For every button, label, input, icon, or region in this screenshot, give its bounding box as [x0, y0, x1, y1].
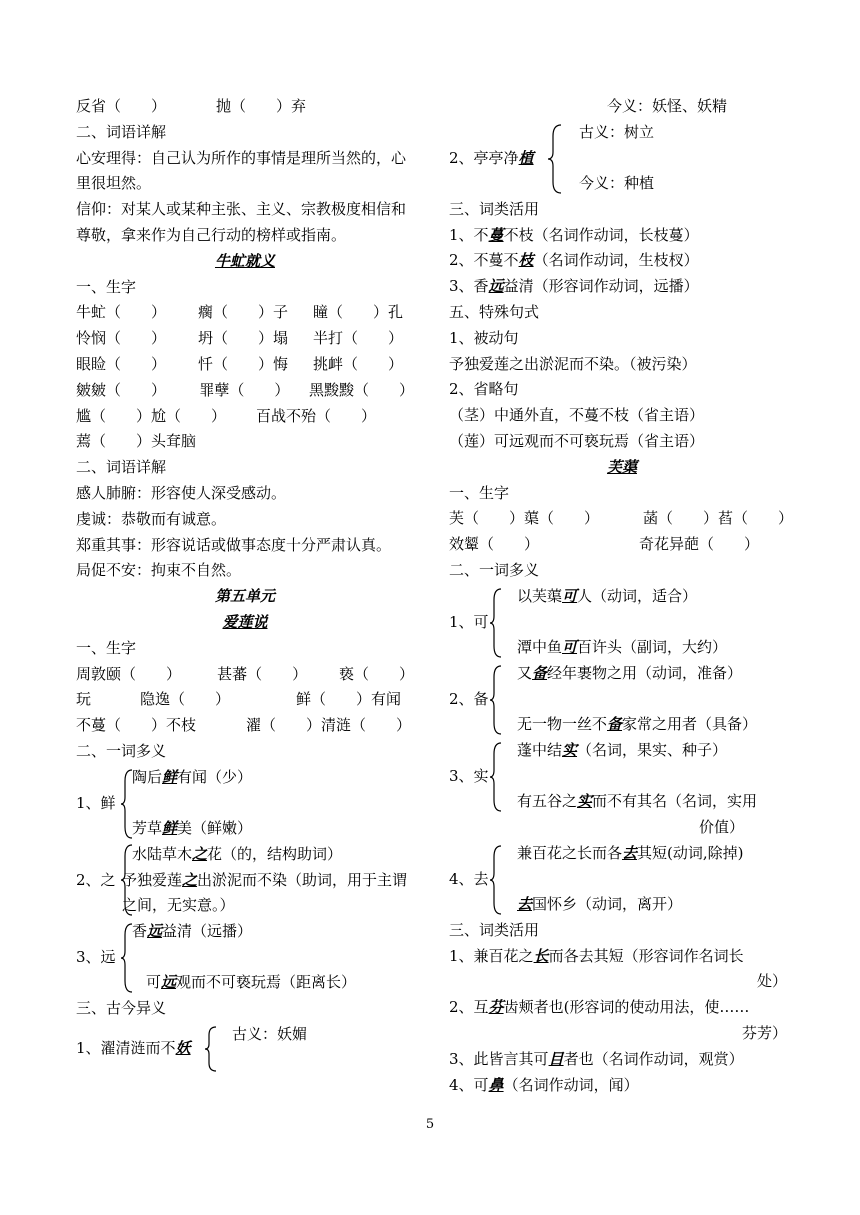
section-heading: 三、词类活用: [449, 199, 540, 218]
polysemy-example-cont: 价值）: [699, 818, 745, 837]
section-heading: 一、生字: [449, 483, 510, 502]
section-heading: 二、词语详解: [76, 122, 167, 141]
polysemy-example: 陶后鲜有闻（少）: [132, 767, 253, 786]
vocab-item: 黑黢黢（ ）: [308, 380, 414, 399]
ancient-modern-group: [449, 120, 795, 197]
vocab-item: 尴（ ）尬（ ）: [76, 406, 227, 425]
vocab-item: 隐逸（ ）: [140, 690, 231, 709]
subheading: 1、被动句: [449, 328, 519, 347]
section-heading: 一、生字: [76, 277, 137, 296]
vocab-row: [76, 713, 414, 739]
polysemy-example: 可远观而不可亵玩焉（距离长）: [146, 973, 357, 992]
polysemy-group: [449, 584, 795, 661]
example-sentence: 予独爱莲之出淤泥而不染。（被污染）: [449, 354, 697, 373]
polysemy-example: 蓬中结实（名词，果实、种子）: [517, 740, 728, 759]
vocab-item: 瘸（ ）子: [198, 303, 289, 322]
vocab-item: 甚蕃（ ）: [217, 664, 308, 683]
polysemy-label: 3、远: [76, 947, 116, 966]
vocab-row: [76, 94, 414, 120]
vocab-row: [76, 352, 414, 378]
polysemy-label: 3、实: [449, 766, 489, 785]
left-column: [76, 94, 414, 1074]
polysemy-group: [76, 765, 414, 842]
modern-meaning: 今义：妖怪、妖精: [607, 97, 728, 115]
brace-icon: [489, 742, 503, 812]
vocab-item: 濯（ ）清涟（ ）: [246, 716, 412, 735]
vocab-item: 怜悯（ ）: [76, 329, 167, 348]
usage-item: 3、此皆言其可目者也（名词作动词，观赏）: [449, 1049, 744, 1068]
vocab-item: 抛（ ）弃: [216, 97, 307, 115]
brace-icon: [489, 588, 503, 658]
usage-item: 3、香远益清（形容词作动词，远播）: [449, 277, 699, 296]
polysemy-example: 潭中鱼可百许头（副词，大约）: [517, 638, 728, 657]
vocab-item: 鲜（ ）有闻: [296, 690, 402, 709]
polysemy-example: 芳草鲜美（鲜嫩）: [132, 819, 253, 838]
page-number: 5: [425, 1117, 435, 1132]
vocab-item: 效颦（ ）: [449, 535, 540, 554]
vocab-item: 忏（ ）悔: [198, 354, 289, 373]
lesson-title: 芙蕖: [606, 457, 637, 476]
vocab-row: [76, 404, 414, 430]
modern-meaning: 今义：种植: [579, 174, 655, 193]
section-heading: 三、古今异义: [76, 998, 167, 1017]
definition: 郑重其事：形容说话或做事态度十分严肃认真。: [76, 535, 392, 554]
polysemy-label: 1、鲜: [76, 793, 116, 812]
section-heading: 三、词类活用: [449, 920, 540, 939]
usage-item: 1、不蔓不枝（名词作动词，长枝蔓）: [449, 225, 699, 244]
vocab-item: 牛虻（ ）: [76, 303, 167, 322]
definition: 信仰：对某人或某种主张、主义、宗教极度相信和尊敬，拿来作为自己行动的榜样或指南。: [76, 200, 407, 244]
definition: 心安理得：自己认为所作的事情是理所当然的，心里很坦然。: [76, 148, 407, 193]
section-heading: 五、特殊句式: [449, 302, 540, 321]
polysemy-group: [76, 919, 414, 996]
brace-icon: [489, 845, 503, 915]
vocab-item: 挑衅（ ）: [313, 354, 404, 373]
vocab-item: 菡（ ）萏（ ）: [643, 509, 794, 528]
polysemy-label: 2、备: [449, 689, 489, 708]
vocab-item: 玩: [76, 690, 92, 709]
section-heading: 二、一词多义: [449, 560, 540, 579]
vocab-item: 奇花异葩（ ）: [639, 535, 760, 554]
unit-title: 第五单元: [214, 587, 275, 606]
polysemy-example: 又备经年裹物之用（动词，准备）: [517, 663, 743, 682]
polysemy-example: 水陆草木之花（的，结构助词）: [132, 844, 343, 863]
section-heading: 一、生字: [76, 638, 137, 657]
usage-item: 2、不蔓不枝（名词作动词，生枝杈）: [449, 251, 699, 270]
polysemy-example: 兼百花之长而各去其短(动词,除掉): [517, 843, 744, 862]
right-column: [449, 94, 795, 1098]
polysemy-example: 无一物一丝不备家常之用者（具备）: [517, 715, 758, 734]
polysemy-label: 2、之: [76, 870, 116, 889]
vocab-item: 芙（ ）蕖（ ）: [449, 509, 600, 528]
example-sentence: （茎）中通外直，不蔓不枝（省主语）: [449, 406, 705, 425]
polysemy-example: 去国怀乡（动词，离开）: [517, 895, 683, 914]
vocab-row: [76, 326, 414, 352]
polysemy-example: 有五谷之实而不有其名（名词，实用: [517, 792, 758, 811]
ancient-meaning: 古义：树立: [579, 122, 655, 141]
usage-item: 1、兼百花之长而各去其短（形容词作名词长: [449, 946, 744, 965]
usage-item-cont: 芬芳）: [741, 1023, 787, 1042]
vocab-item: 不蔓（ ）不枝: [76, 716, 197, 735]
vocab-row: [449, 532, 795, 558]
usage-item-cont: 处）: [756, 972, 787, 991]
section-heading: 二、一词多义: [76, 741, 167, 760]
vocab-item: 半打（ ）: [313, 329, 404, 348]
usage-item: 2、互芬齿颊者也(形容词的使动用法，使……: [449, 998, 750, 1017]
vocab-row: [76, 300, 414, 326]
brace-icon: [489, 665, 503, 735]
vocab-row: [76, 662, 414, 688]
vocab-row: [449, 506, 795, 532]
definition: 局促不安：拘束不自然。: [76, 561, 242, 580]
section-heading: 二、词语详解: [76, 458, 167, 477]
vocab-row: [76, 378, 414, 404]
definition: 虔诚：恭敬而有诚意。: [76, 509, 227, 528]
ancient-modern-label: 1、濯清涟而不妖: [76, 1038, 191, 1057]
polysemy-example: 予独爱莲之出淤泥而不染（助词，用于主谓之间，无实意。）: [122, 870, 408, 915]
vocab-item: 坍（ ）塌: [198, 329, 289, 348]
lesson-title: 爱莲说: [222, 612, 268, 631]
vocab-item: 百战不殆（ ）: [256, 406, 377, 425]
vocab-row: [76, 687, 414, 713]
polysemy-group: [76, 842, 414, 919]
vocab-item: 反省（ ）: [76, 97, 167, 115]
vocab-item: 周敦颐（ ）: [76, 664, 182, 683]
vocab-item: 蔫（ ）头耷脑: [76, 432, 197, 451]
vocab-item: 亵（ ）: [338, 664, 414, 683]
polysemy-group: [449, 738, 795, 841]
polysemy-group: [449, 661, 795, 738]
vocab-item: 罪孽（ ）: [199, 380, 290, 399]
brace-icon: [204, 1026, 218, 1072]
polysemy-example: 以芙蕖可人（动词，适合）: [517, 586, 698, 605]
example-sentence: （莲）可远观而不可亵玩焉（省主语）: [449, 431, 705, 450]
polysemy-example: 香远益清（远播）: [132, 921, 253, 940]
ancient-meaning: 古义：妖媚: [232, 1024, 308, 1043]
usage-item: 4、可鼻（名词作动词，闻）: [449, 1075, 639, 1094]
vocab-item: 眼睑（ ）: [76, 354, 167, 373]
polysemy-label: 1、可: [449, 612, 489, 631]
vocab-item: 瞳（ ）孔: [313, 303, 404, 322]
ancient-modern-group: [76, 1022, 414, 1074]
lesson-title: 牛虻就义: [214, 251, 275, 270]
ancient-modern-label: 2、亭亭净植: [449, 148, 534, 167]
polysemy-group: [449, 841, 795, 918]
subheading: 2、省略句: [449, 380, 519, 399]
vocab-item: 皴皴（ ）: [76, 380, 167, 399]
brace-icon: [547, 124, 563, 194]
definition: 感人肺腑：形容使人深受感动。: [76, 483, 287, 502]
polysemy-label: 4、去: [449, 869, 489, 888]
